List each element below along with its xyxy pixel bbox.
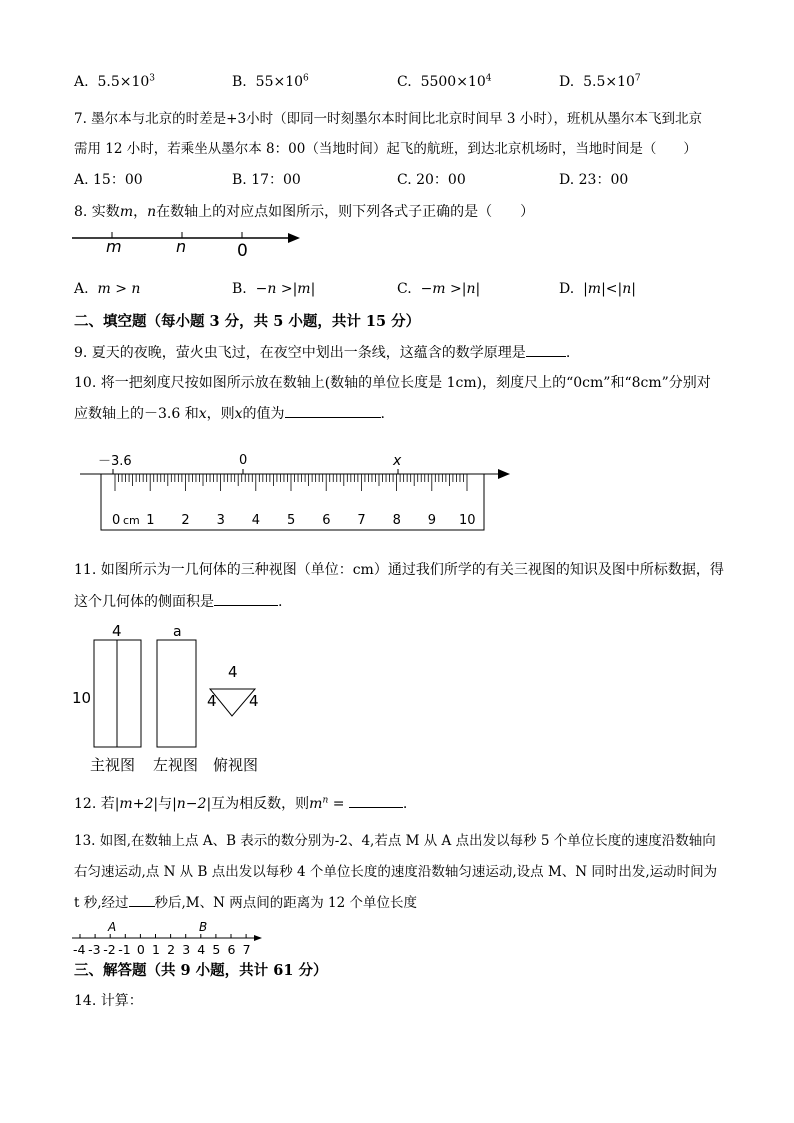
q11-caption-top: 俯视图 xyxy=(213,756,259,774)
q13-number-line xyxy=(70,918,270,960)
q8-option-a: A. m > n xyxy=(74,281,141,297)
q10-axis-label-neg36: －3.6 xyxy=(98,454,132,469)
ruler-number: 9 xyxy=(427,513,437,528)
q9-answer-blank[interactable] xyxy=(526,342,566,357)
q13-tick-label: -1 xyxy=(118,942,131,957)
ruler-number: 5 xyxy=(287,513,296,528)
section3-title: 三、解答题（共 9 小题，共计 61 分） xyxy=(74,962,328,979)
q6-option-d: D. $5.5\times 10^7$ xyxy=(559,73,641,90)
q11-left-view xyxy=(157,640,196,747)
q8-label-zero: 0 xyxy=(237,241,248,260)
q13-tick-labels xyxy=(73,942,251,957)
q10-line2: 应数轴上的－3.6 和x，则x的值为 . xyxy=(74,403,385,424)
q13-tick-label: 0 xyxy=(136,942,145,957)
q10-axis-label-x: x xyxy=(393,453,402,469)
q11-line1: 11. 如图所示为一几何体的三种视图（单位：cm）通过我们所学的有关三视图的知识及图中所标数据，得 xyxy=(74,562,724,578)
section2-title: 二、填空题（每小题 3 分，共 5 小题，共计 15 分） xyxy=(74,313,421,330)
q6-option-b: B. $55\times 10^6$ xyxy=(232,73,309,90)
q8-option-d: D. |m|<|n| xyxy=(559,281,636,297)
q10-ruler-figure xyxy=(78,447,518,535)
q7-option-c: C. 20：00 xyxy=(397,172,466,188)
q8-label-n: n xyxy=(176,237,187,256)
q13-tick-label: 2 xyxy=(167,942,176,957)
q6-option-a: A. $5.5\times 10^3$ xyxy=(74,73,156,90)
q7-option-b: B. 17：00 xyxy=(232,172,301,188)
q11-caption-left: 左视图 xyxy=(153,756,199,774)
q7-option-a: A. 15：00 xyxy=(74,172,143,188)
q11-left-top-label: a xyxy=(173,624,182,640)
q11-top-right-label: 4 xyxy=(249,692,259,710)
q10-ruler-numbers xyxy=(146,513,475,528)
q11-line2: 这个几何体的侧面积是 . xyxy=(74,591,282,612)
q12-text: 12. 若|m+2|与|n−2|互为相反数，则$m^n$ = . xyxy=(74,793,407,814)
q10-ruler-ticks xyxy=(115,474,467,491)
q10-answer-blank[interactable] xyxy=(285,403,381,418)
q13-tick-label: 7 xyxy=(242,942,251,957)
ruler-number: 3 xyxy=(216,513,225,528)
q7-line1: 7. 墨尔本与北京的时差是+3小时（即同一时刻墨尔本时间比北京时间早 3 小时），班机从墨尔本飞到北京 xyxy=(74,111,702,127)
ruler-number: 2 xyxy=(181,513,190,528)
q13-tick-label: -3 xyxy=(88,942,101,957)
ruler-number: 8 xyxy=(392,513,401,528)
q13-answer-blank[interactable] xyxy=(129,892,155,907)
q11-answer-blank[interactable] xyxy=(214,591,278,606)
q13-line2: 右匀速运动,点 N 从 B 点出发以每秒 4 个单位长度的速度沿数轴匀速运动,设点 M、N 同时出发,运动时间为 xyxy=(74,864,718,880)
q11-front-top-label: 4 xyxy=(112,622,122,640)
q11-top-top-label: 4 xyxy=(228,663,238,681)
ruler-number: 10 xyxy=(459,513,476,528)
q11-top-left-label: 4 xyxy=(207,692,217,710)
q8-label-m: m xyxy=(106,237,122,256)
q13-tick-label: -2 xyxy=(103,942,116,957)
q11-three-views xyxy=(66,620,276,780)
q10-ruler-unit: cm xyxy=(123,514,140,527)
ruler-number: 7 xyxy=(357,513,366,528)
q8-option-c: C. −m >|n| xyxy=(397,281,481,297)
q7-option-d: D. 23：00 xyxy=(559,172,629,188)
q10-line1: 10. 将一把刻度尺按如图所示放在数轴上(数轴的单位长度是 1cm)，刻度尺上的“0cm”和“8cm”分别对 xyxy=(74,375,711,391)
q13-line1: 13. 如图,在数轴上点 A、B 表示的数分别为-2、4,若点 M 从 A 点出发以每秒 5 个单位长度的速度沿数轴向 xyxy=(74,833,716,849)
ruler-number: 1 xyxy=(146,513,155,528)
q8-stem: 8. 实数m，n在数轴上的对应点如图所示，则下列各式子正确的是（ ） xyxy=(74,204,535,220)
q13-line3: t 秒,经过 秒后,M、N 两点间的距离为 12 个单位长度 xyxy=(74,892,417,913)
q13-ticks xyxy=(80,934,246,938)
q6-option-c: C. $5500\times 10^4$ xyxy=(397,73,492,90)
q13-tick-label: -4 xyxy=(73,942,86,957)
q7-line2: 需用 12 小时，若乘坐从墨尔本 8：00（当地时间）起飞的航班，到达北京机场时，当地时间是（ ） xyxy=(74,141,697,157)
q10-ruler-num-0: 0 xyxy=(112,513,121,528)
q13-tick-label: 4 xyxy=(197,942,206,957)
q11-caption-front: 主视图 xyxy=(90,756,136,774)
q9-text: 9. 夏天的夜晚，萤火虫飞过，在夜空中划出一条线，这蕴含的数学原理是 . xyxy=(74,342,570,363)
q13-tick-label: 1 xyxy=(152,942,160,957)
ruler-number: 6 xyxy=(322,513,331,528)
q10-axis-label-zero: 0 xyxy=(239,453,248,468)
q13-tick-label: 6 xyxy=(227,942,236,957)
q14-text: 14. 计算： xyxy=(74,993,143,1009)
q11-front-side-label: 10 xyxy=(72,689,92,707)
q13-tick-label: 3 xyxy=(182,942,191,957)
q8-option-b: B. −n >|m| xyxy=(232,281,316,297)
q13-point-a-label: A xyxy=(108,920,117,934)
q13-tick-label: 5 xyxy=(212,942,221,957)
ruler-number: 4 xyxy=(251,513,261,528)
q13-point-b-label: B xyxy=(199,920,208,934)
q12-answer-blank[interactable] xyxy=(349,793,403,808)
q8-number-line xyxy=(70,226,310,260)
